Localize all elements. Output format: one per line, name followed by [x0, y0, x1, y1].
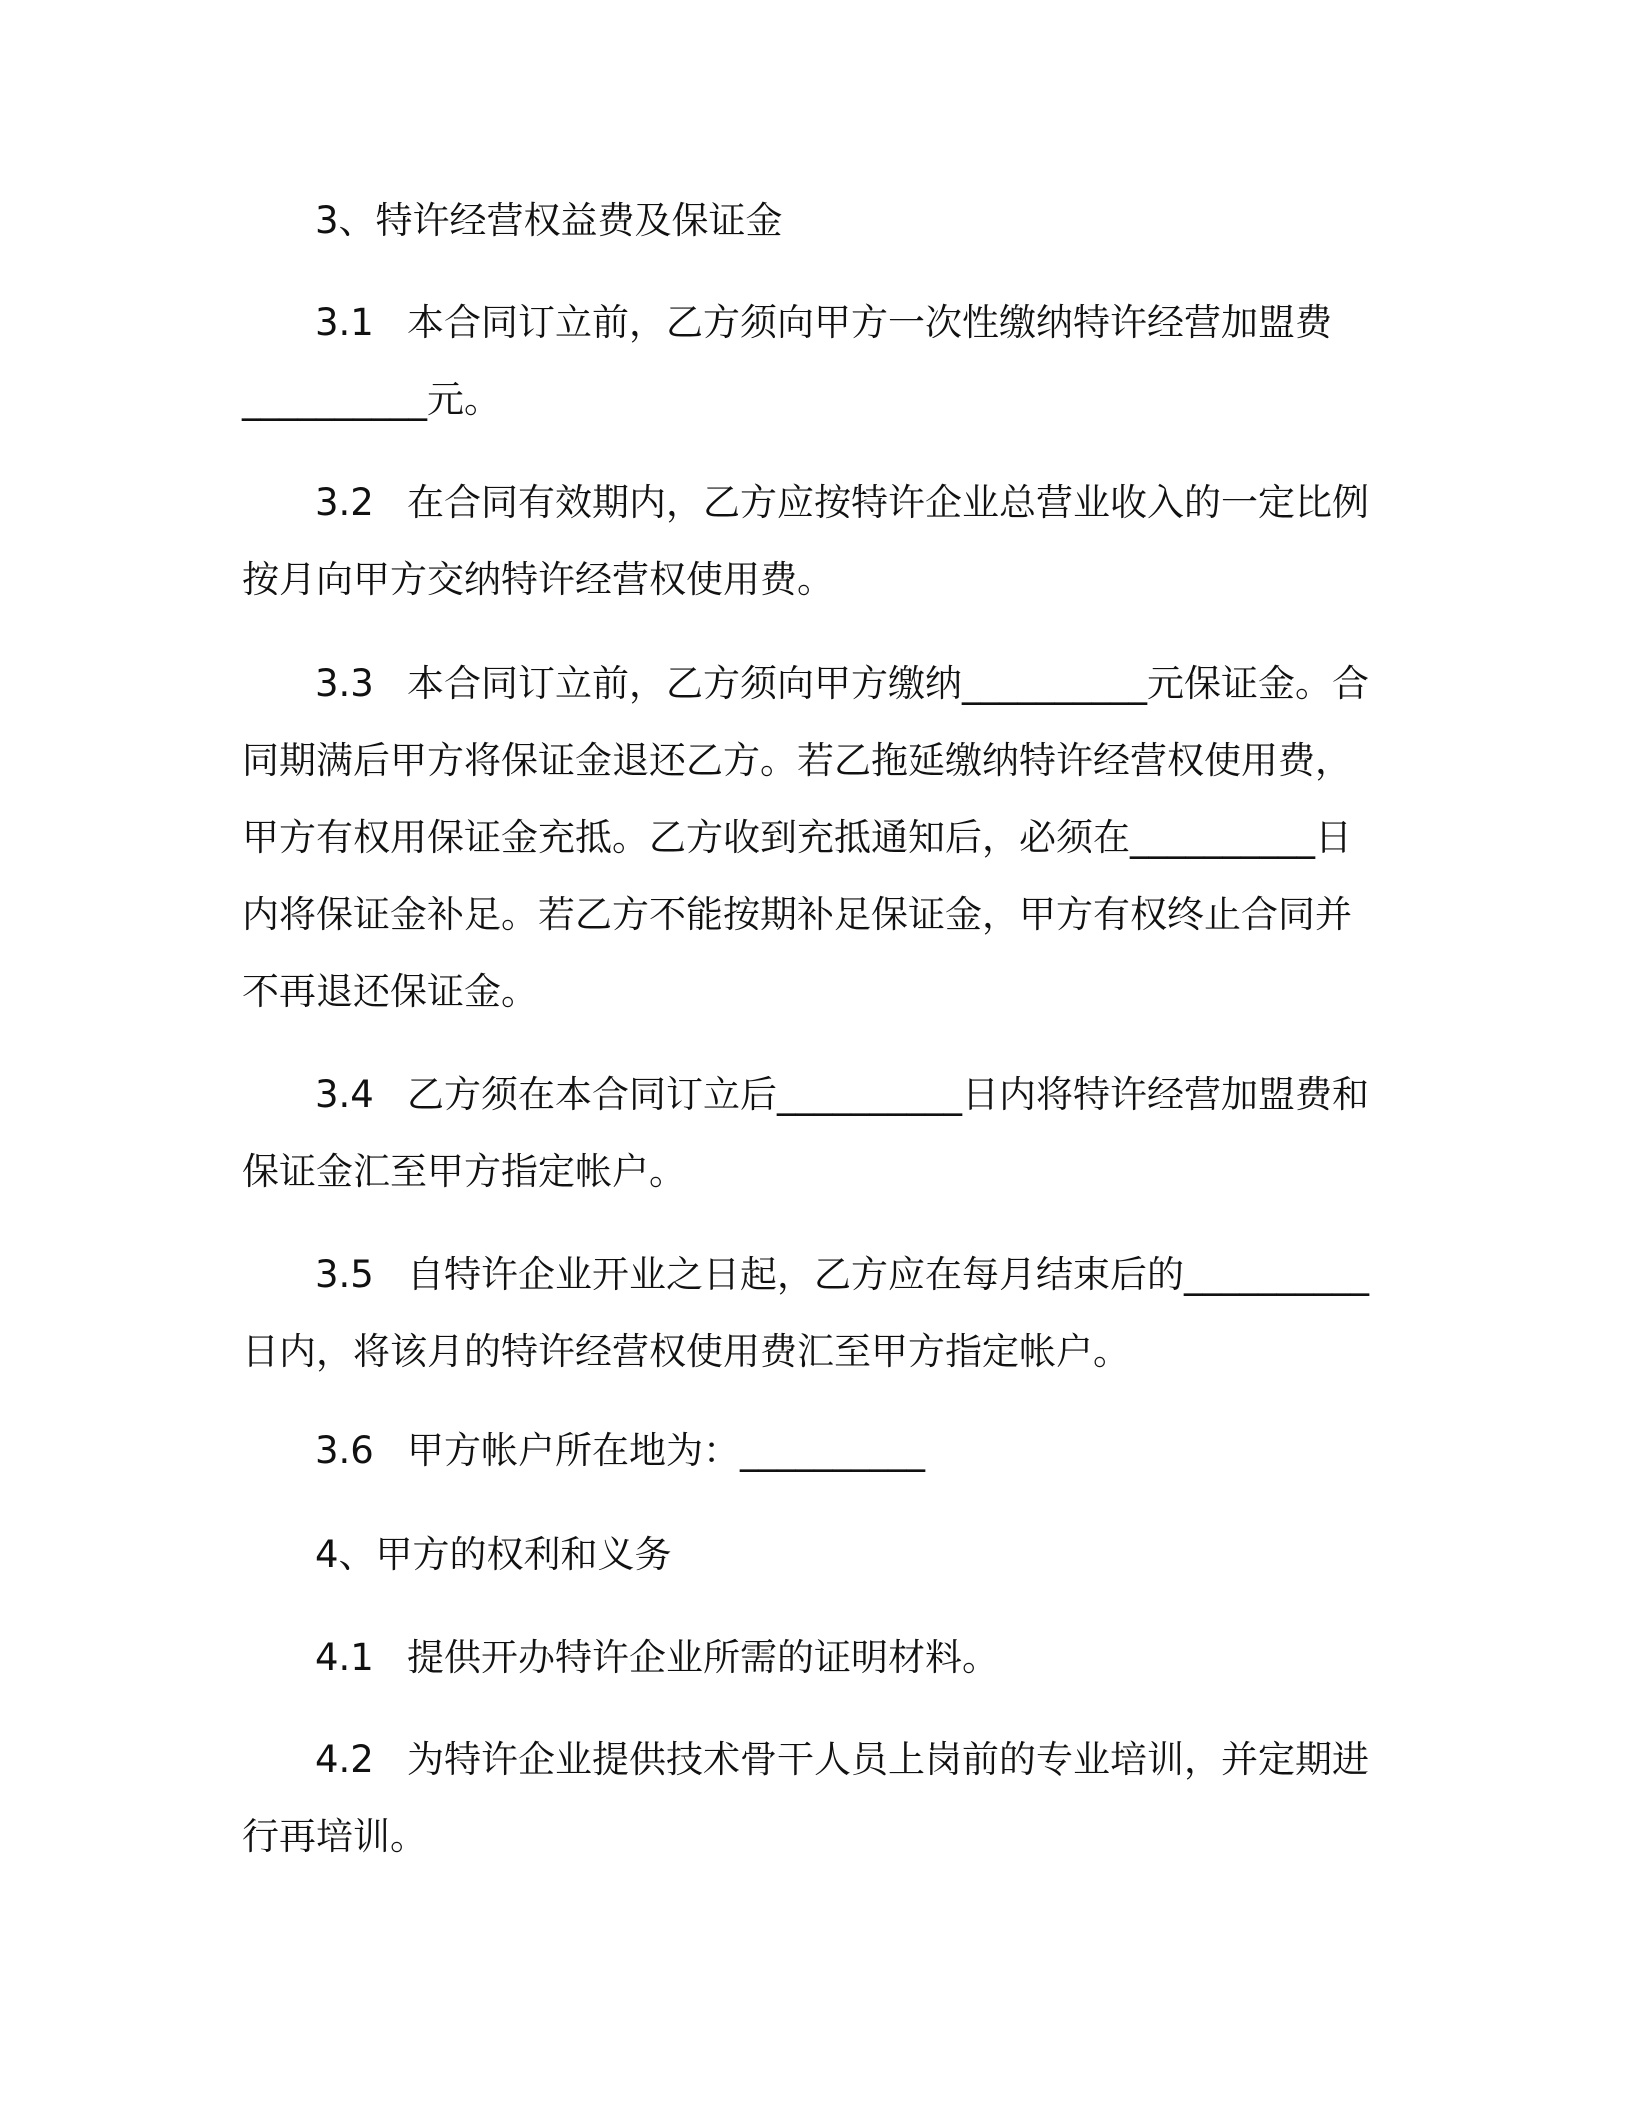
clause-text: 本合同订立前，乙方须向甲方一次性缴纳特许经营加盟费	[407, 301, 1332, 344]
clause-line: __________元。	[242, 378, 501, 421]
clause-4-1	[242, 1619, 1382, 1696]
clause-3-4	[242, 1056, 1382, 1210]
clause-line	[242, 1619, 1382, 1696]
clause-number: 3.5	[315, 1253, 374, 1296]
clause-number: 4.2	[315, 1738, 374, 1781]
clause-4-2	[242, 1721, 1382, 1875]
clause-number: 3.1	[315, 301, 374, 344]
clause-3-6	[242, 1412, 1382, 1489]
clause-line	[242, 1236, 1382, 1313]
clause-3-2	[242, 464, 1382, 618]
clause-line: 同期满后甲方将保证金退还乙方。若乙拖延缴纳特许经营权使用费，	[242, 739, 1352, 782]
clause-line	[242, 284, 1382, 361]
clause-line: 行再培训。	[242, 1815, 427, 1858]
clause-line	[242, 1721, 1382, 1798]
clause-line	[242, 464, 1382, 541]
clause-text: 乙方须在本合同订立后__________日内将特许经营加盟费和	[407, 1073, 1369, 1116]
clause-line: 按月向甲方交纳特许经营权使用费。	[242, 558, 834, 601]
clause-text: 本合同订立前，乙方须向甲方缴纳__________元保证金。合	[407, 662, 1369, 705]
clause-line	[242, 1056, 1382, 1133]
clause-line: 日内，将该月的特许经营权使用费汇至甲方指定帐户。	[242, 1330, 1130, 1373]
clause-number: 3.4	[315, 1073, 374, 1116]
clause-line	[242, 645, 1382, 722]
clause-text: 为特许企业提供技术骨干人员上岗前的专业培训，并定期进	[407, 1738, 1369, 1781]
clause-line	[242, 1412, 1382, 1489]
clause-number: 4.1	[315, 1636, 374, 1679]
clause-number: 3.2	[315, 481, 374, 524]
clause-text: 自特许企业开业之日起，乙方应在每月结束后的__________	[407, 1253, 1369, 1296]
clause-line: 保证金汇至甲方指定帐户。	[242, 1150, 686, 1193]
clause-line: 不再退还保证金。	[242, 970, 538, 1013]
clause-3-3	[242, 645, 1382, 1030]
clause-number: 3.3	[315, 662, 374, 705]
clause-line: 内将保证金补足。若乙方不能按期补足保证金，甲方有权终止合同并	[242, 893, 1352, 936]
section-heading	[242, 182, 1382, 259]
clause-line: 甲方有权用保证金充抵。乙方收到充抵通知后，必须在__________日	[242, 816, 1352, 859]
section-heading-text: 4、甲方的权利和义务	[315, 1533, 672, 1576]
clause-number: 3.6	[315, 1429, 374, 1472]
section-heading	[242, 1516, 1382, 1593]
clause-text: 在合同有效期内，乙方应按特许企业总营业收入的一定比例	[407, 481, 1369, 524]
section-heading-text: 3、特许经营权益费及保证金	[315, 199, 783, 242]
clause-text: 甲方帐户所在地为：__________	[407, 1429, 925, 1472]
clause-text: 提供开办特许企业所需的证明材料。	[407, 1636, 999, 1679]
clause-3-1	[242, 284, 1382, 438]
clause-3-5	[242, 1236, 1382, 1390]
